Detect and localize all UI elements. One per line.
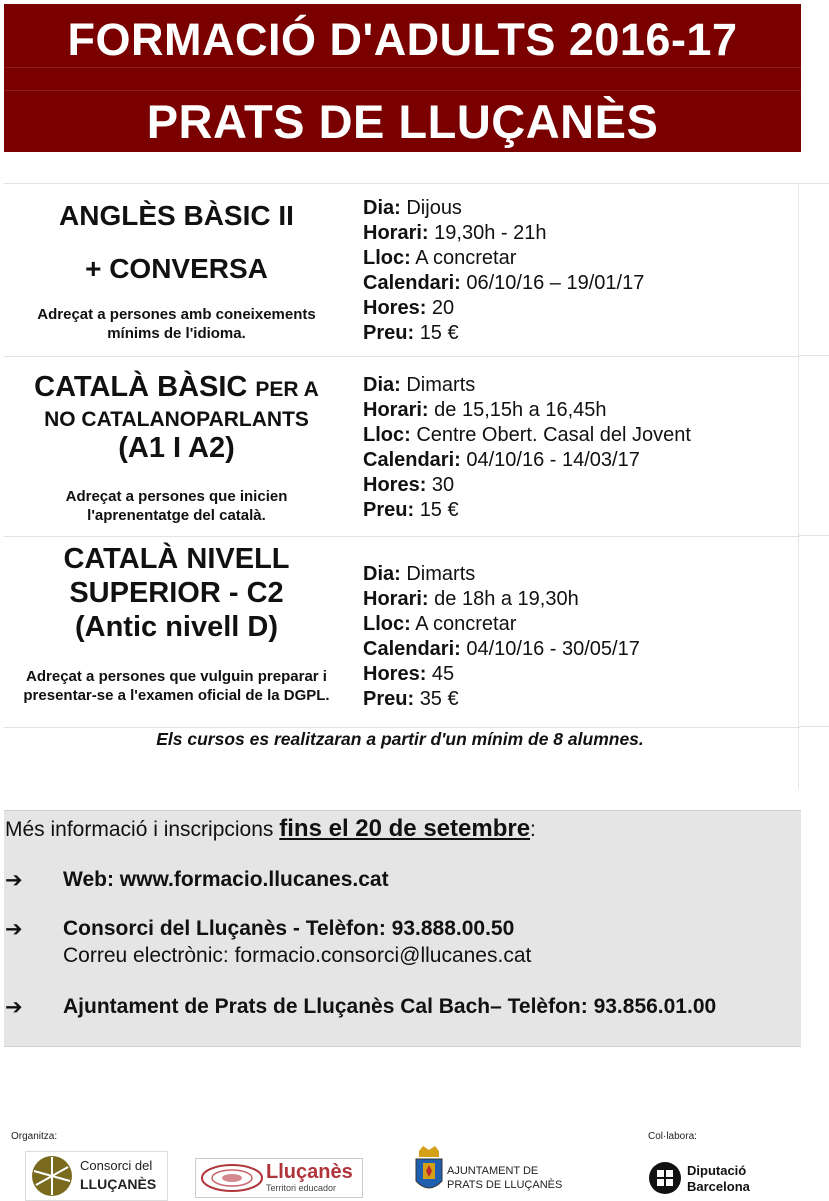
header-divider: [4, 90, 801, 91]
detail-calendari: Calendari: 04/10/16 - 14/03/17: [363, 449, 640, 471]
detail-preu: Preu: 35 €: [363, 688, 459, 710]
detail-horari: Horari: de 18h a 19,30h: [363, 588, 579, 610]
info-box: [4, 810, 801, 1047]
page-title: FORMACIÓ D'ADULTS 2016-17: [67, 14, 738, 65]
course-title: CATALÀ NIVELL: [63, 543, 290, 575]
course-title: (A1 I A2): [118, 432, 235, 464]
detail-dia: Dia: Dimarts: [363, 563, 476, 585]
table-rule: [799, 535, 829, 536]
table-rule: [799, 183, 829, 184]
detail-horari: Horari: 19,30h - 21h: [363, 222, 547, 244]
course-row: [4, 537, 800, 728]
course-details: [363, 373, 691, 523]
info-consorci: Consorci del Lluçanès - Telèfon: 93.888.00.50 Correu electrònic: formacio.consorci@llucanes.cat: [63, 917, 532, 967]
organitza-label: Organitza:: [11, 1131, 58, 1142]
course-title: CATALÀ BÀSIC PER A: [34, 371, 319, 403]
diputacio-emblem-icon: [648, 1161, 682, 1195]
table-rule: [799, 355, 829, 356]
coat-of-arms-icon: [413, 1145, 445, 1197]
consorci-leaf-icon: [28, 1153, 76, 1199]
consorci-llucanes-logo: Consorci del LLUÇANÈS: [25, 1151, 168, 1201]
header-banner: [4, 4, 801, 152]
course-details: [363, 196, 644, 346]
detail-calendari: Calendari: 04/10/16 - 30/05/17: [363, 638, 640, 660]
detail-hores: Hores: 45: [363, 663, 455, 685]
courses-table: [4, 183, 800, 728]
detail-dia: Dia: Dijous: [363, 197, 462, 219]
course-row: [4, 357, 800, 537]
course-title: + CONVERSA: [85, 253, 268, 284]
detail-dia: Dia: Dimarts: [363, 374, 476, 396]
info-web: Web: www.formacio.llucanes.cat: [63, 868, 389, 891]
detail-preu: Preu: 15 €: [363, 499, 459, 521]
info-email: Correu electrònic: formacio.consorci@llucanes.cat: [63, 944, 532, 967]
course-details: [363, 562, 640, 712]
detail-calendari: Calendari: 06/10/16 – 19/01/17: [363, 272, 645, 294]
course-row: [4, 184, 800, 357]
detail-lloc: Lloc: A concretar: [363, 613, 517, 635]
info-ajuntament: Ajuntament de Prats de Lluçanès Cal Bach– Telèfon: 93.856.01.00: [63, 995, 717, 1018]
header-divider: [4, 67, 801, 68]
course-description: Adreçat a persones amb coneixements mínims de l'idioma.: [37, 306, 316, 342]
table-rule: [799, 726, 829, 727]
arrow-right-icon: ➔: [5, 996, 23, 1019]
arrow-right-icon: ➔: [5, 918, 23, 941]
course-title: (Antic nivell D): [74, 611, 278, 643]
ajuntament-prats-logo: AJUNTAMENT DE PRATS DE LLUÇANÈS: [413, 1145, 543, 1199]
course-description: Adreçat a persones que vulguin preparar i presentar-se a l'examen oficial de la DGPL.: [23, 668, 330, 704]
detail-preu: Preu: 15 €: [363, 322, 459, 344]
detail-horari: Horari: de 15,15h a 16,45h: [363, 399, 607, 421]
detail-hores: Hores: 20: [363, 297, 455, 319]
col-labora-label: Col·labora:: [648, 1131, 697, 1142]
arrow-right-icon: ➔: [5, 869, 23, 892]
course-title: SUPERIOR - C2: [69, 577, 284, 609]
table-side-border: [798, 183, 829, 789]
detail-lloc: Lloc: A concretar: [363, 247, 517, 269]
minimum-students-note: Els cursos es realitzaran a partir d'un mínim de 8 alumnes.: [156, 729, 644, 749]
info-intro: Més informació i inscripcions fins el 20 de setembre:: [5, 815, 536, 842]
llucanes-territori-educador-logo: Lluçanès Territori educador: [195, 1158, 363, 1198]
course-description: Adreçat a persones que inicien l'aprenentatge del català.: [65, 488, 288, 524]
course-title: ANGLÈS BÀSIC II: [59, 200, 294, 231]
llucanes-swirl-icon: [199, 1161, 265, 1195]
page-subtitle: PRATS DE LLUÇANÈS: [146, 95, 659, 148]
detail-hores: Hores: 30: [363, 474, 455, 496]
deadline-text: fins el 20 de setembre: [279, 815, 531, 842]
detail-lloc: Lloc: Centre Obert. Casal del Jovent: [363, 424, 691, 446]
course-title: NO CATALANOPARLANTS: [44, 408, 309, 431]
diputacio-barcelona-logo: Diputació Barcelona: [648, 1160, 754, 1196]
